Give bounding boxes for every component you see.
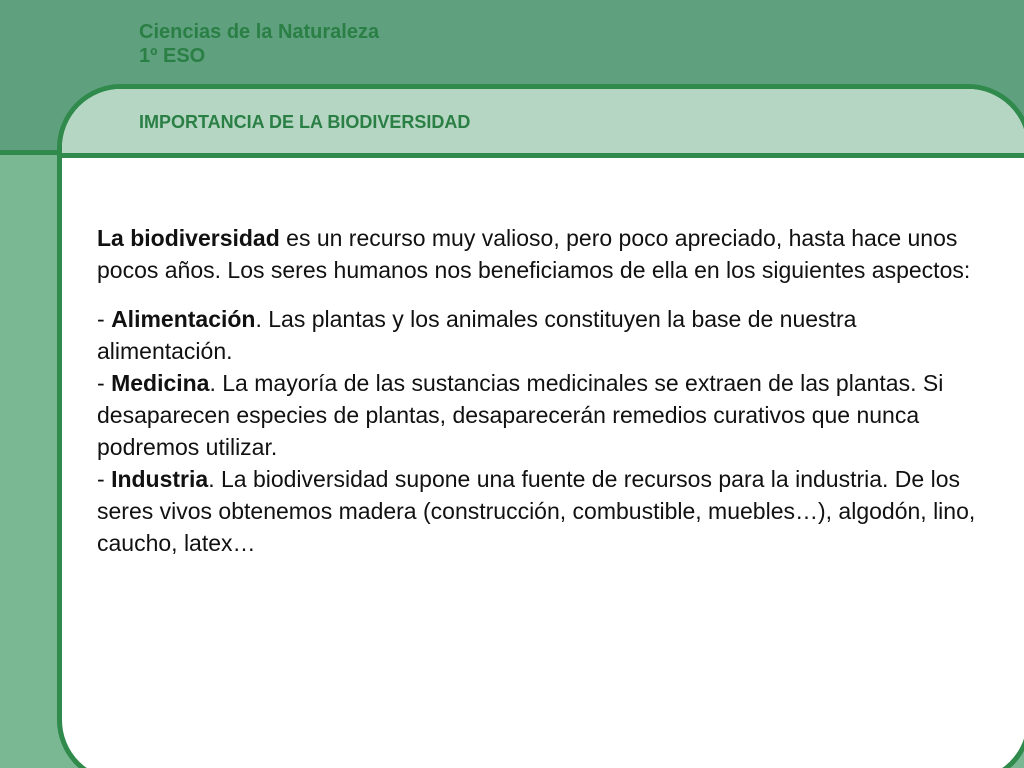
list-item-alimentacion: [97, 303, 977, 367]
intro-paragraph: [97, 222, 977, 286]
subject-title: Ciencias de la Naturaleza: [139, 21, 380, 43]
list-item-industria: [97, 463, 977, 559]
slide-body: [97, 222, 977, 559]
item-prefix: -: [97, 370, 112, 396]
item-prefix: -: [97, 306, 112, 332]
item-term: Medicina: [111, 370, 210, 396]
item-term: Alimentación: [111, 306, 256, 332]
course-level: 1º ESO: [139, 45, 206, 67]
intro-term: La biodiversidad: [97, 225, 280, 251]
panel-header: [62, 89, 1024, 158]
item-text: . La mayoría de las sustancias medicinales se extraen de las plantas. Si desaparecen especies de plantas, desaparecerán remedios curativos que nunca podremos utilizar.: [97, 370, 944, 460]
slide-header: [139, 20, 379, 68]
list-item-medicina: [97, 367, 977, 463]
item-text: . Las plantas y los animales constituyen la base de nuestra alimentación.: [97, 306, 857, 364]
slide-title: IMPORTANCIA DE LA BIODIVERSIDAD: [139, 112, 471, 132]
item-text: . La biodiversidad supone una fuente de recursos para la industria. De los seres vivos obtenemos madera (construcción, combustible, muebles…), algodón, lino, caucho, latex…: [97, 466, 976, 556]
content-panel: [57, 84, 1024, 768]
item-prefix: -: [97, 466, 112, 492]
intro-text: es un recurso muy valioso, pero poco apreciado, hasta hace unos pocos años. Los seres humanos nos beneficiamos de ella en los siguientes aspectos:: [97, 225, 971, 283]
item-term: Industria: [111, 466, 209, 492]
